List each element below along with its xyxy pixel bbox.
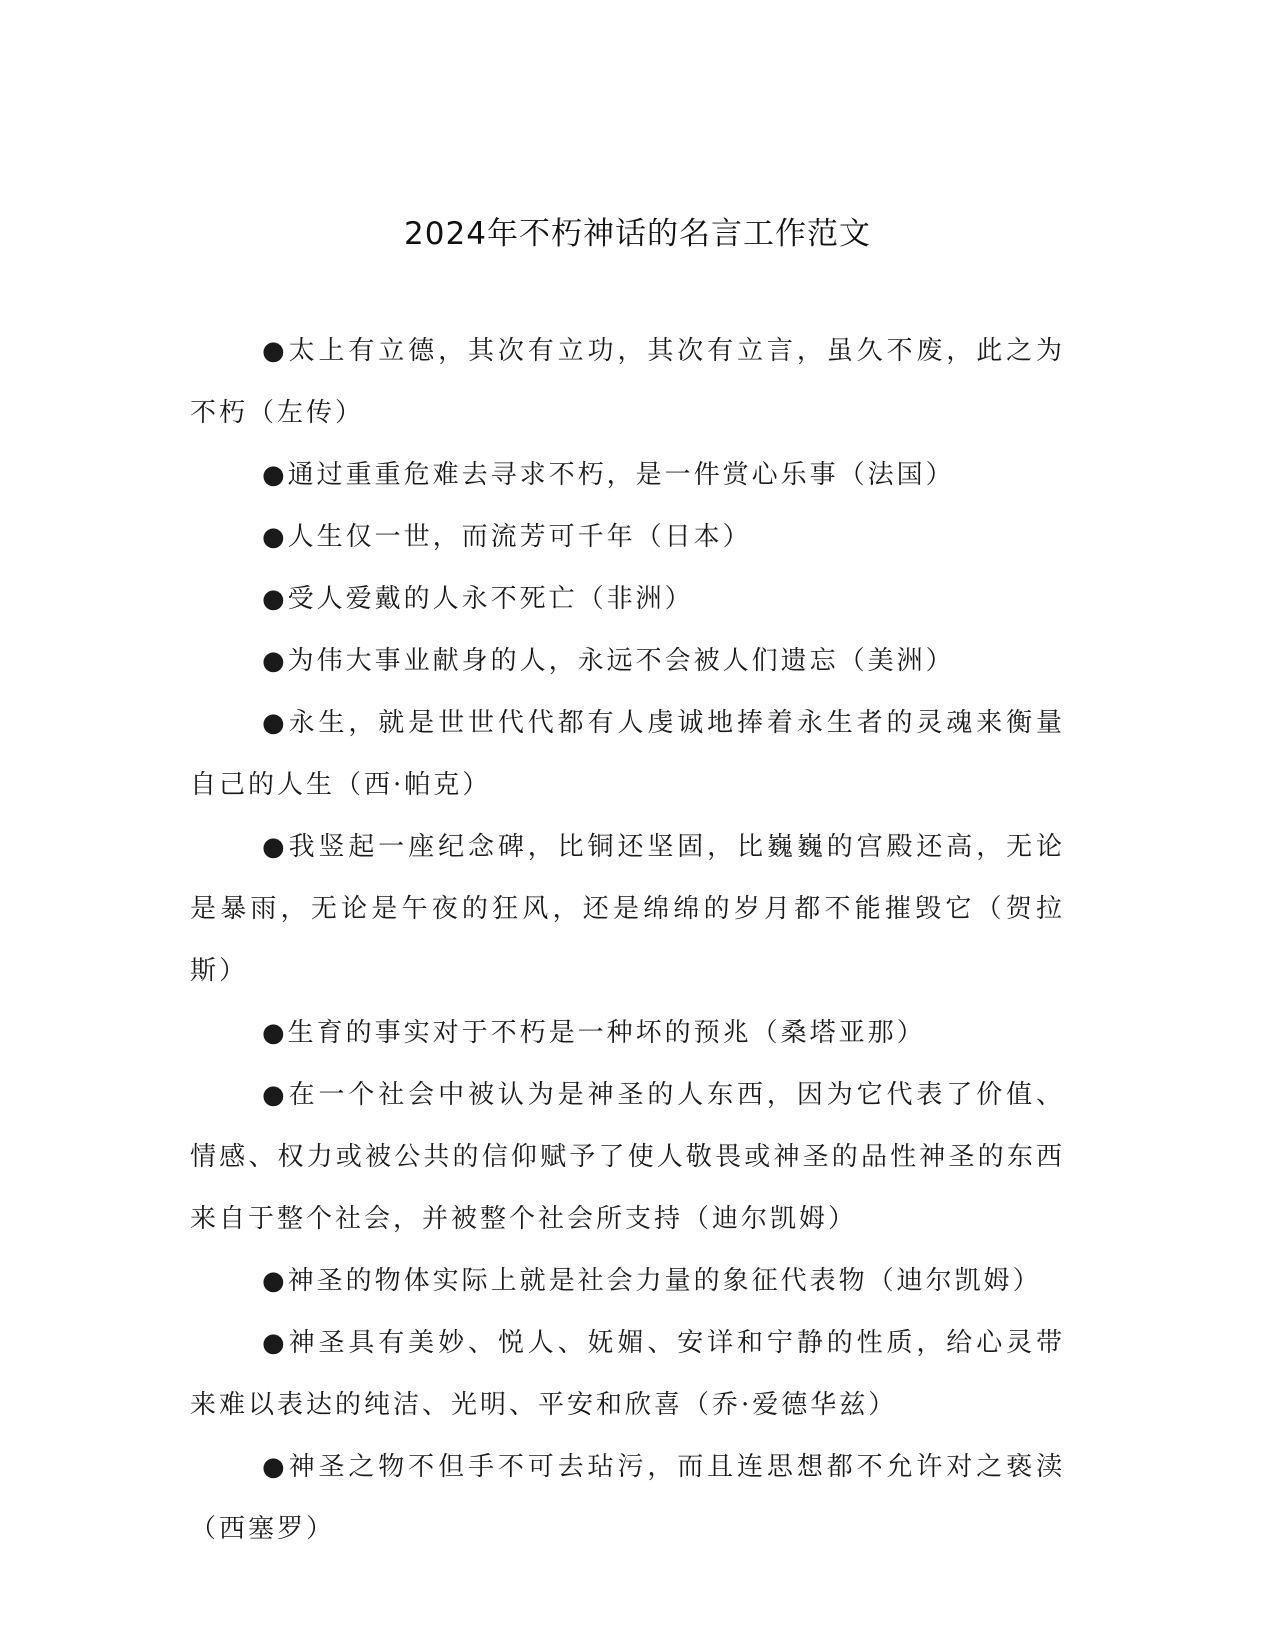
quote-paragraph-3: ●人生仅一世，而流芳可千年（日本） xyxy=(262,522,752,552)
quote-paragraph-1: ●太上有立德，其次有立功，其次有立言，虽久不废，此之为不朽（左传） xyxy=(190,336,1065,428)
quote-paragraph-9: ●在一个社会中被认为是神圣的人东西，因为它代表了价值、情感、权力或被公共的信仰赋予了使人敬畏或神圣的品性神圣的东西来自于整个社会，并被整个社会所支持（迪尔凯姆） xyxy=(190,1080,1065,1234)
quote-paragraph-8: ●生育的事实对于不朽是一种坏的预兆（桑塔亚那） xyxy=(262,1018,926,1048)
page-title: 2024年不朽神话的名言工作范文 xyxy=(404,216,871,252)
quote-paragraph-7: ●我竖起一座纪念碑，比铜还坚固，比巍巍的宫殿还高，无论是暴雨，无论是午夜的狂风，还是绵绵的岁月都不能摧毁它（贺拉斯） xyxy=(190,832,1065,986)
quote-paragraph-12: ●神圣之物不但手不可去玷污，而且连思想都不允许对之亵渎（西塞罗） xyxy=(190,1452,1065,1544)
quote-paragraph-11: ●神圣具有美妙、悦人、妩媚、安详和宁静的性质，给心灵带来难以表达的纯洁、光明、平安和欣喜（乔·爱德华兹） xyxy=(190,1328,1065,1420)
quote-paragraph-2: ●通过重重危难去寻求不朽，是一件赏心乐事（法国） xyxy=(262,460,955,490)
quote-paragraph-6: ●永生，就是世世代代都有人虔诚地捧着永生者的灵魂来衡量自己的人生（西·帕克） xyxy=(190,708,1065,800)
document-body xyxy=(190,320,1065,1560)
quote-paragraph-10: ●神圣的物体实际上就是社会力量的象征代表物（迪尔凯姆） xyxy=(262,1266,1042,1296)
quote-paragraph-5: ●为伟大事业献身的人，永远不会被人们遗忘（美洲） xyxy=(262,646,955,676)
quote-paragraph-4: ●受人爱戴的人永不死亡（非洲） xyxy=(262,584,694,614)
